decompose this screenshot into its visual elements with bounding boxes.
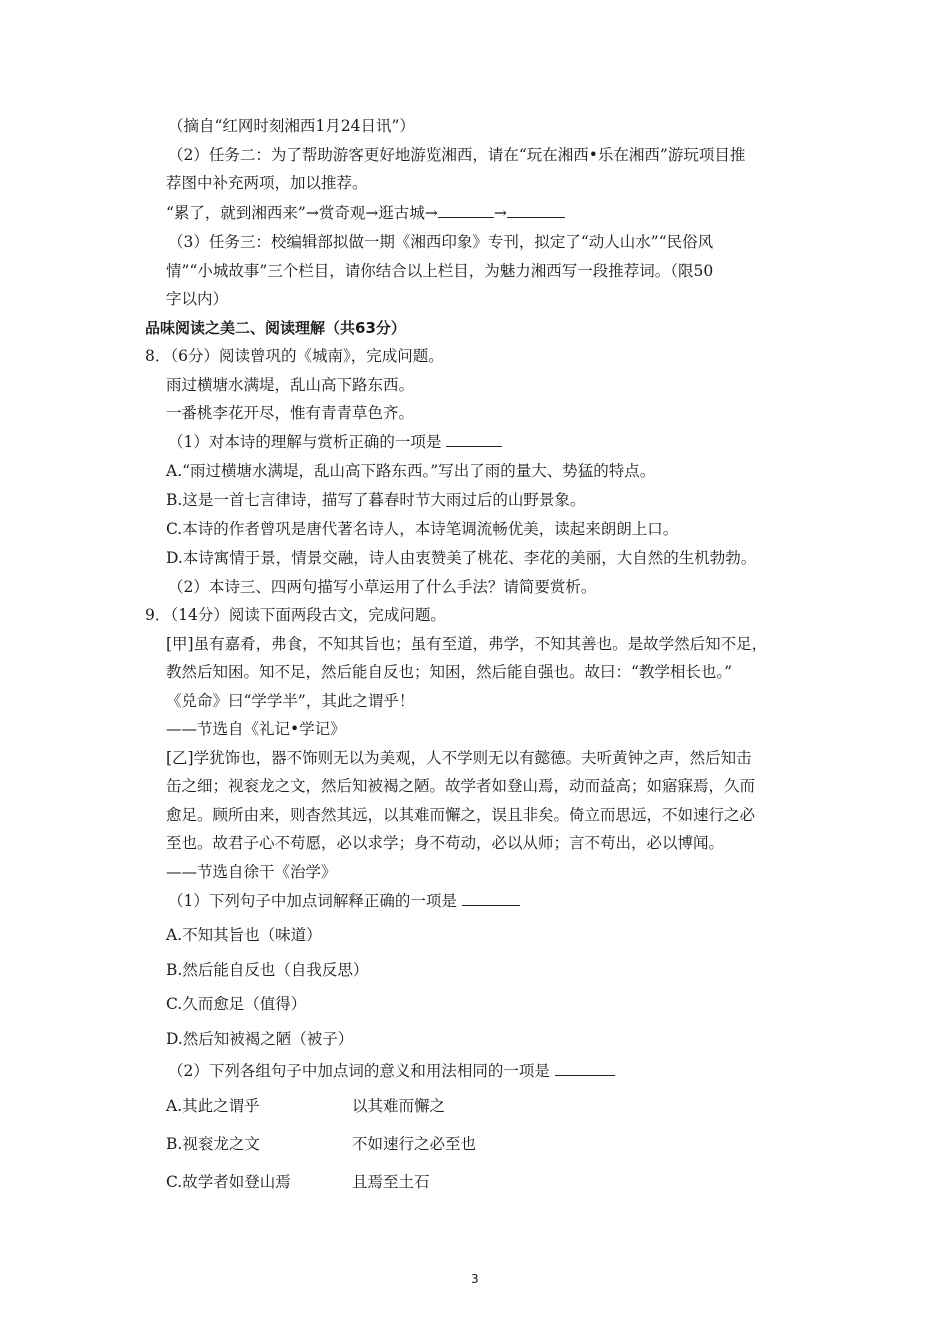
q9-sub2 (168, 1061, 615, 1081)
section-heading: 品味阅读之美二、阅读理解（共63分） (145, 319, 406, 337)
task2-line1: （2）任务二：为了帮助游客更好地游览湘西，请在“玩在湘西•乐在湘西”游玩项目推 (168, 146, 746, 164)
q8-head: 8．（6分）阅读曾巩的《城南》，完成问题。 (145, 347, 444, 365)
q9-sub1-option-a: A.不知其旨也（味道） (166, 926, 322, 944)
q9-sub2-option-c-left: C.故学者如登山焉 (166, 1173, 291, 1191)
passage-yi-source: ——节选自徐干《治学》 (166, 863, 337, 881)
q9-sub2-option-a-right: 以其难而懈之 (352, 1097, 446, 1115)
q9-sub1-option-d: D.然后知被褐之陋（被子） (166, 1030, 354, 1048)
poem-line-2: 一番桃李花开尽，惟有青青草色齐。 (166, 404, 415, 422)
passage-jia-line2: 教然后知困。知不足，然后能自反也；知困，然后能自强也。故曰：“教学相长也。” (166, 663, 733, 681)
passage-yi-line2: 缶之细；视衮龙之文，然后知被褐之陋。故学者如登山焉，动而益高；如寤寐焉，久而 (166, 777, 756, 795)
poem-line-1: 雨过横塘水满堤，乱山高下路东西。 (166, 376, 415, 394)
q8-sub1-text: （1）对本诗的理解与赏析正确的一项是 (168, 433, 442, 451)
passage-jia-line1: [甲]虽有嘉肴，弗食，不知其旨也；虽有至道，弗学，不知其善也。是故学然后知不足， (166, 635, 768, 653)
q8-sub1 (168, 432, 502, 452)
q9-sub1-option-b: B.然后能自反也（自我反思） (166, 961, 369, 979)
task3-line2: 情”“小城故事”三个栏目，请你结合以上栏目，为魅力湘西写一段推荐词。（限50 (166, 262, 714, 280)
task2-chain (166, 203, 565, 223)
task3-line3: 字以内） (166, 290, 229, 308)
answer-blank[interactable] (462, 891, 520, 906)
q8-sub2: （2）本诗三、四两句描写小草运用了什么手法？请简要赏析。 (168, 578, 597, 596)
q8-option-d: D.本诗寓情于景，情景交融，诗人由衷赞美了桃花、李花的美丽，大自然的生机勃勃。 (166, 549, 757, 567)
q8-option-c: C.本诗的作者曾巩是唐代著名诗人，本诗笔调流畅优美，读起来朗朗上口。 (166, 520, 679, 538)
task2-chain-prefix: “累了，就到湘西来”→赏奇观→逛古城→ (166, 204, 438, 222)
task3-line1: （3）任务三：校编辑部拟做一期《湘西印象》专刊，拟定了“动人山水”“民俗风 (168, 233, 714, 251)
answer-blank[interactable] (555, 1061, 615, 1076)
page-number: 3 (471, 1272, 479, 1286)
q9-sub2-text: （2）下列各组句子中加点词的意义和用法相同的一项是 (168, 1062, 550, 1080)
passage-yi-line4: 至也。故君子心不苟愿，必以求学；身不苟动，必以从师；言不苟出，必以博闻。 (166, 834, 725, 852)
q9-sub2-option-b-left: B.视衮龙之文 (166, 1135, 260, 1153)
passage-yi-line1: [乙]学犹饰也，器不饰则无以为美观，人不学则无以有懿德。夫听黄钟之声，然后知击 (166, 749, 752, 767)
passage-jia-source: ——节选自《礼记•学记》 (166, 720, 346, 738)
chain-arrow: → (493, 204, 507, 222)
q9-sub2-option-c-right: 且焉至土石 (352, 1173, 430, 1191)
q9-sub2-option-b-right: 不如速行之必至也 (352, 1135, 477, 1153)
q9-sub1-text: （1）下列句子中加点词解释正确的一项是 (168, 892, 457, 910)
source-note: （摘自“红网时刻湘西1月24日讯”） (168, 117, 415, 135)
answer-blank[interactable] (446, 432, 502, 447)
task2-line2: 荐图中补充两项，加以推荐。 (166, 174, 368, 192)
q8-option-a: A.“雨过横塘水满堤，乱山高下路东西。”写出了雨的量大、势猛的特点。 (166, 462, 656, 480)
answer-blank[interactable] (507, 203, 565, 218)
q9-sub2-option-a-left: A.其此之谓乎 (166, 1097, 260, 1115)
q8-option-b: B.这是一首七言律诗，描写了暮春时节大雨过后的山野景象。 (166, 491, 586, 509)
passage-yi-line3: 愈足。顾所由来，则杳然其远，以其难而懈之，误且非矣。倚立而思远，不如速行之必 (166, 806, 756, 824)
passage-jia-line3: 《兑命》曰“学学半”，其此之谓乎！ (166, 692, 415, 710)
q9-sub1-option-c: C.久而愈足（值得） (166, 995, 307, 1013)
answer-blank[interactable] (438, 203, 494, 218)
q9-head: 9．（14分）阅读下面两段古文，完成问题。 (145, 606, 446, 624)
q9-sub1 (168, 891, 520, 911)
